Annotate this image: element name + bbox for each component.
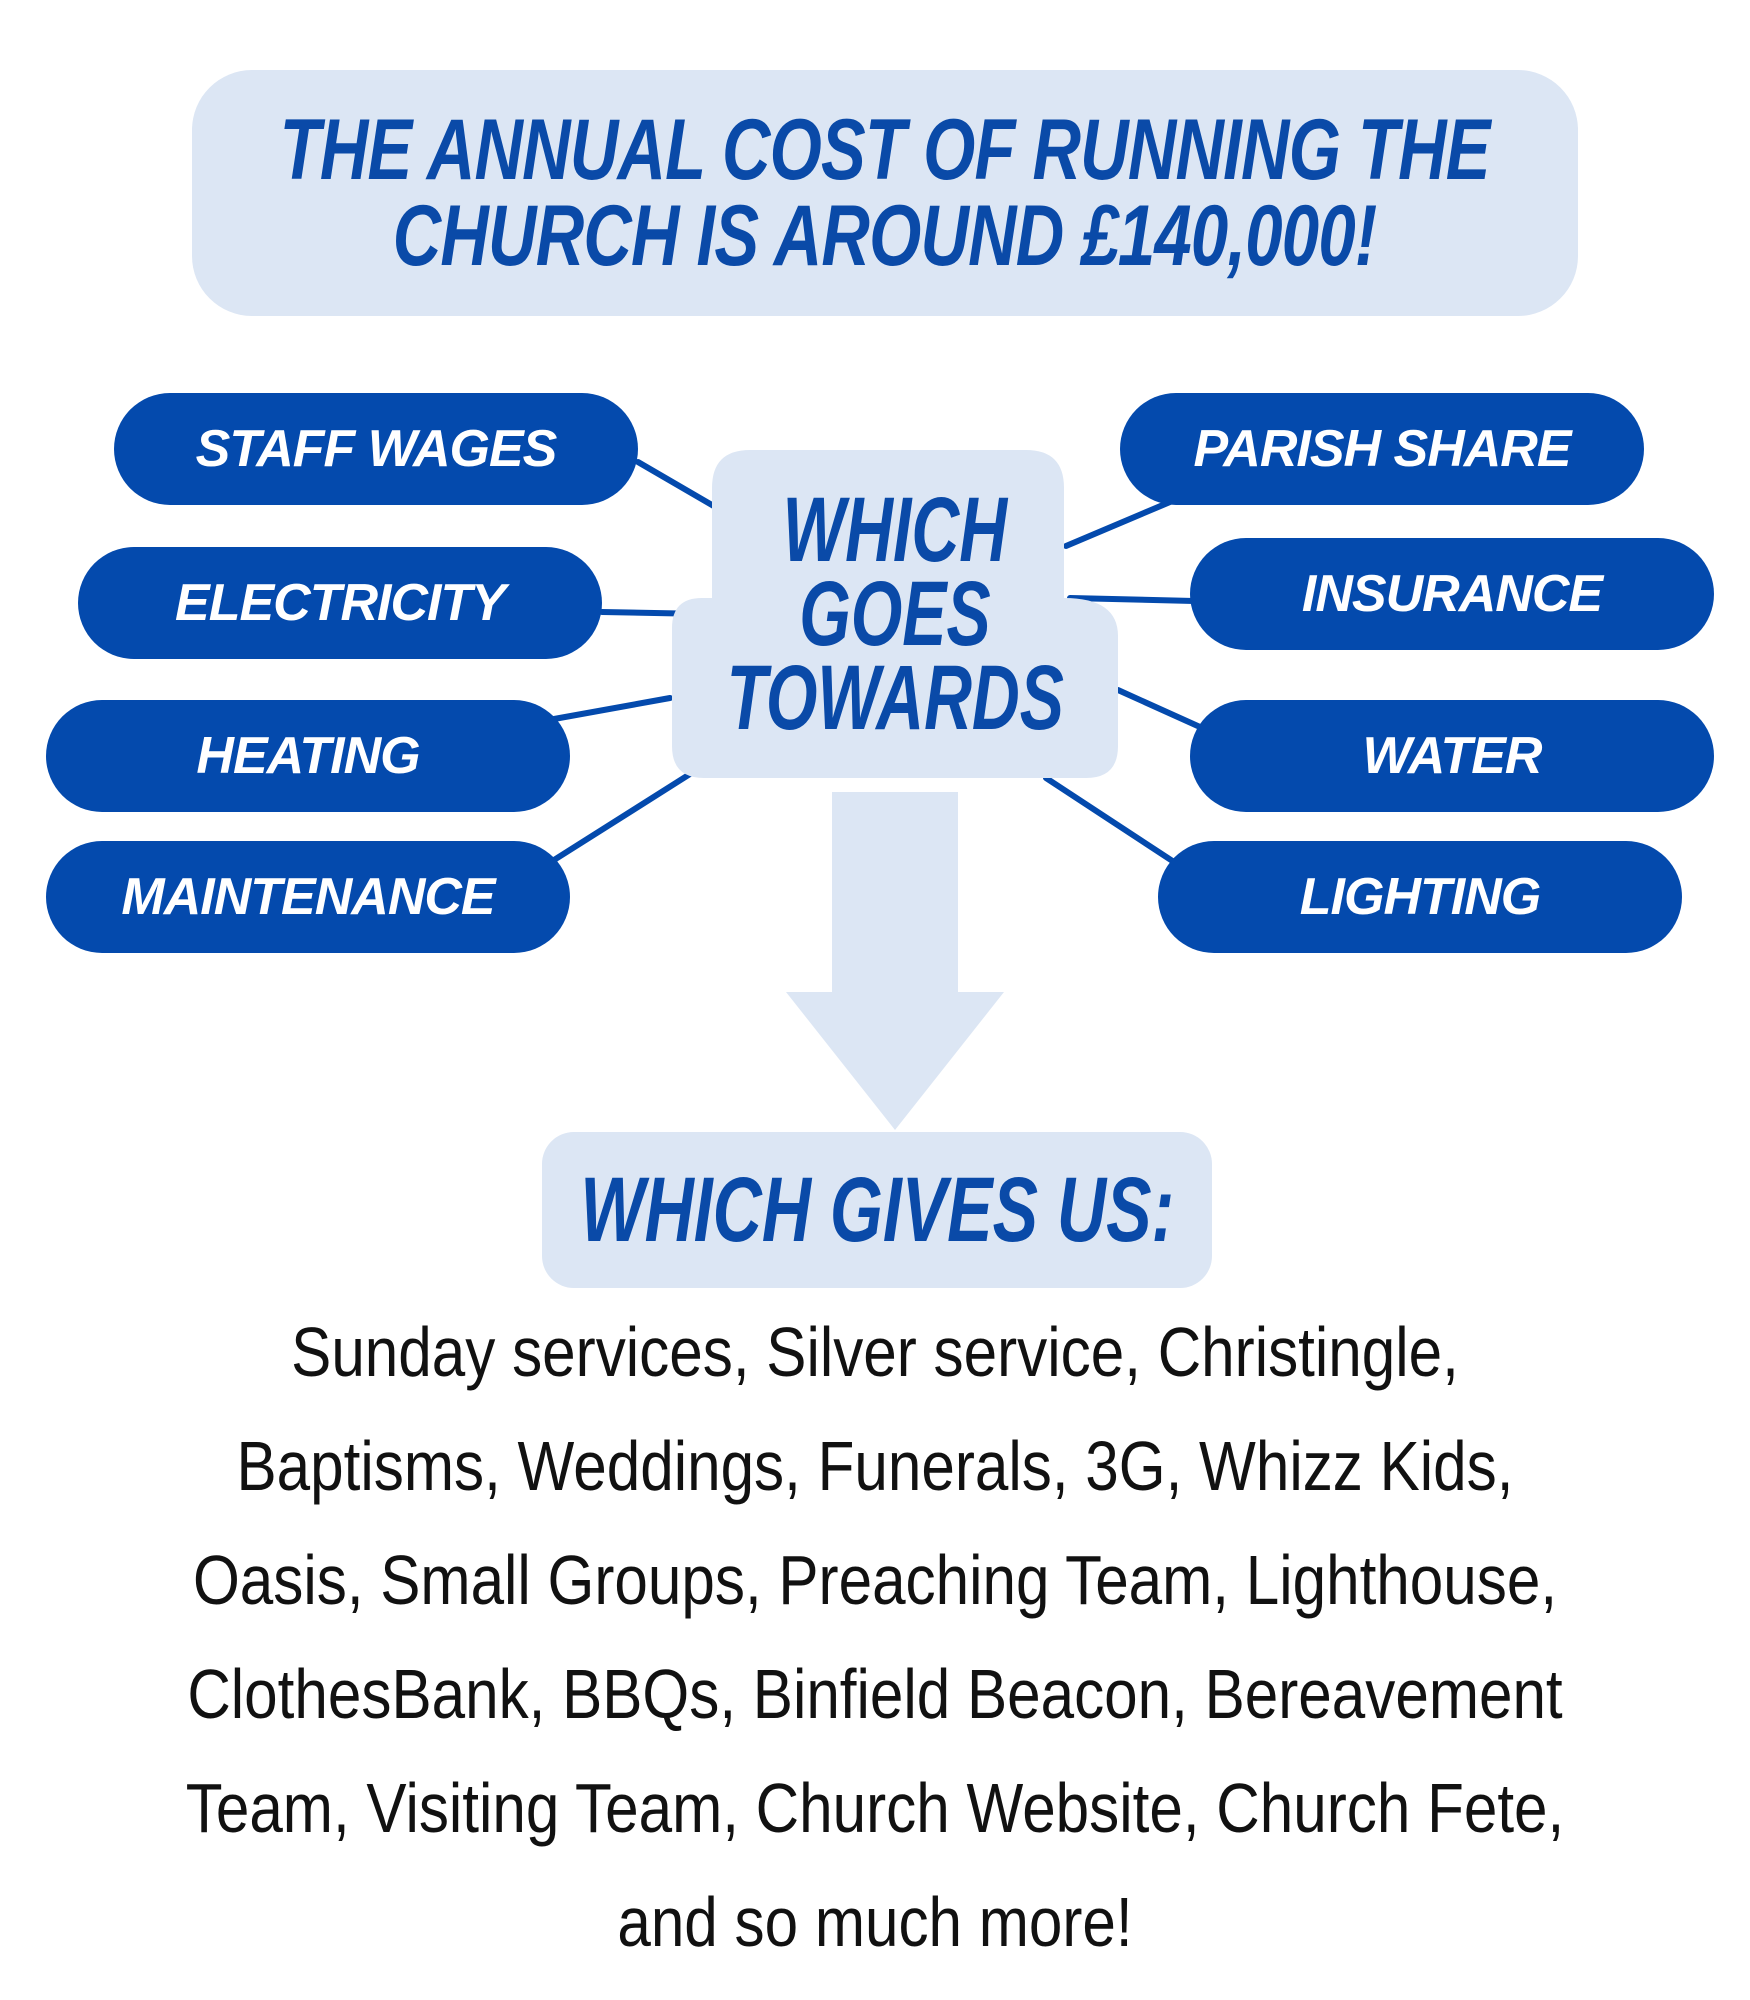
center-box <box>672 450 1118 778</box>
cost-label: LIGHTING <box>1299 868 1541 926</box>
cost-pill-maintenance <box>46 841 570 953</box>
cost-label: PARISH SHARE <box>1193 420 1571 478</box>
cost-pill-electricity <box>78 547 602 659</box>
benefits-line-5: Team, Visiting Team, Church Website, Church Fete, <box>185 1769 1565 1847</box>
benefits-line-4: ClothesBank, BBQs, Binfield Beacon, Bereavement <box>187 1655 1563 1733</box>
cost-pill-parish-share <box>1120 393 1644 505</box>
title-line-2: CHURCH IS AROUND £140,000! <box>393 188 1377 284</box>
benefits-line-6: and so much more! <box>617 1883 1133 1961</box>
cost-pill-lighting <box>1158 841 1682 953</box>
benefits-text <box>60 1295 1690 1979</box>
center-line-3: TOWARDS <box>726 647 1064 749</box>
cost-pill-staff-wages <box>114 393 638 505</box>
gives-box <box>542 1132 1212 1288</box>
benefits-line-1: Sunday services, Silver service, Christingle, <box>291 1313 1459 1391</box>
cost-label: HEATING <box>196 727 420 785</box>
cost-pill-insurance <box>1190 538 1714 650</box>
cost-pill-heating <box>46 700 570 812</box>
benefits-line-2: Baptisms, Weddings, Funerals, 3G, Whizz Kids, <box>236 1427 1514 1505</box>
title-line-1: THE ANNUAL COST OF RUNNING THE <box>279 102 1491 198</box>
gives-label: WHICH GIVES US: <box>580 1158 1174 1261</box>
cost-label: INSURANCE <box>1301 565 1603 623</box>
down-arrow <box>786 792 1004 1130</box>
cost-label: ELECTRICITY <box>175 574 505 632</box>
center-line-2: GOES <box>799 563 991 665</box>
connector-heating <box>554 698 670 719</box>
center-line-1: WHICH <box>782 479 1008 581</box>
connector-water <box>1118 690 1200 727</box>
cost-label: MAINTENANCE <box>121 868 495 926</box>
connector-maintenance <box>554 774 690 860</box>
benefits-line-3: Oasis, Small Groups, Preaching Team, Lighthouse, <box>192 1541 1558 1619</box>
cost-label: WATER <box>1362 727 1542 785</box>
cost-pill-water <box>1190 700 1714 812</box>
cost-label: STAFF WAGES <box>195 420 557 478</box>
connector-lighting <box>1046 778 1174 862</box>
